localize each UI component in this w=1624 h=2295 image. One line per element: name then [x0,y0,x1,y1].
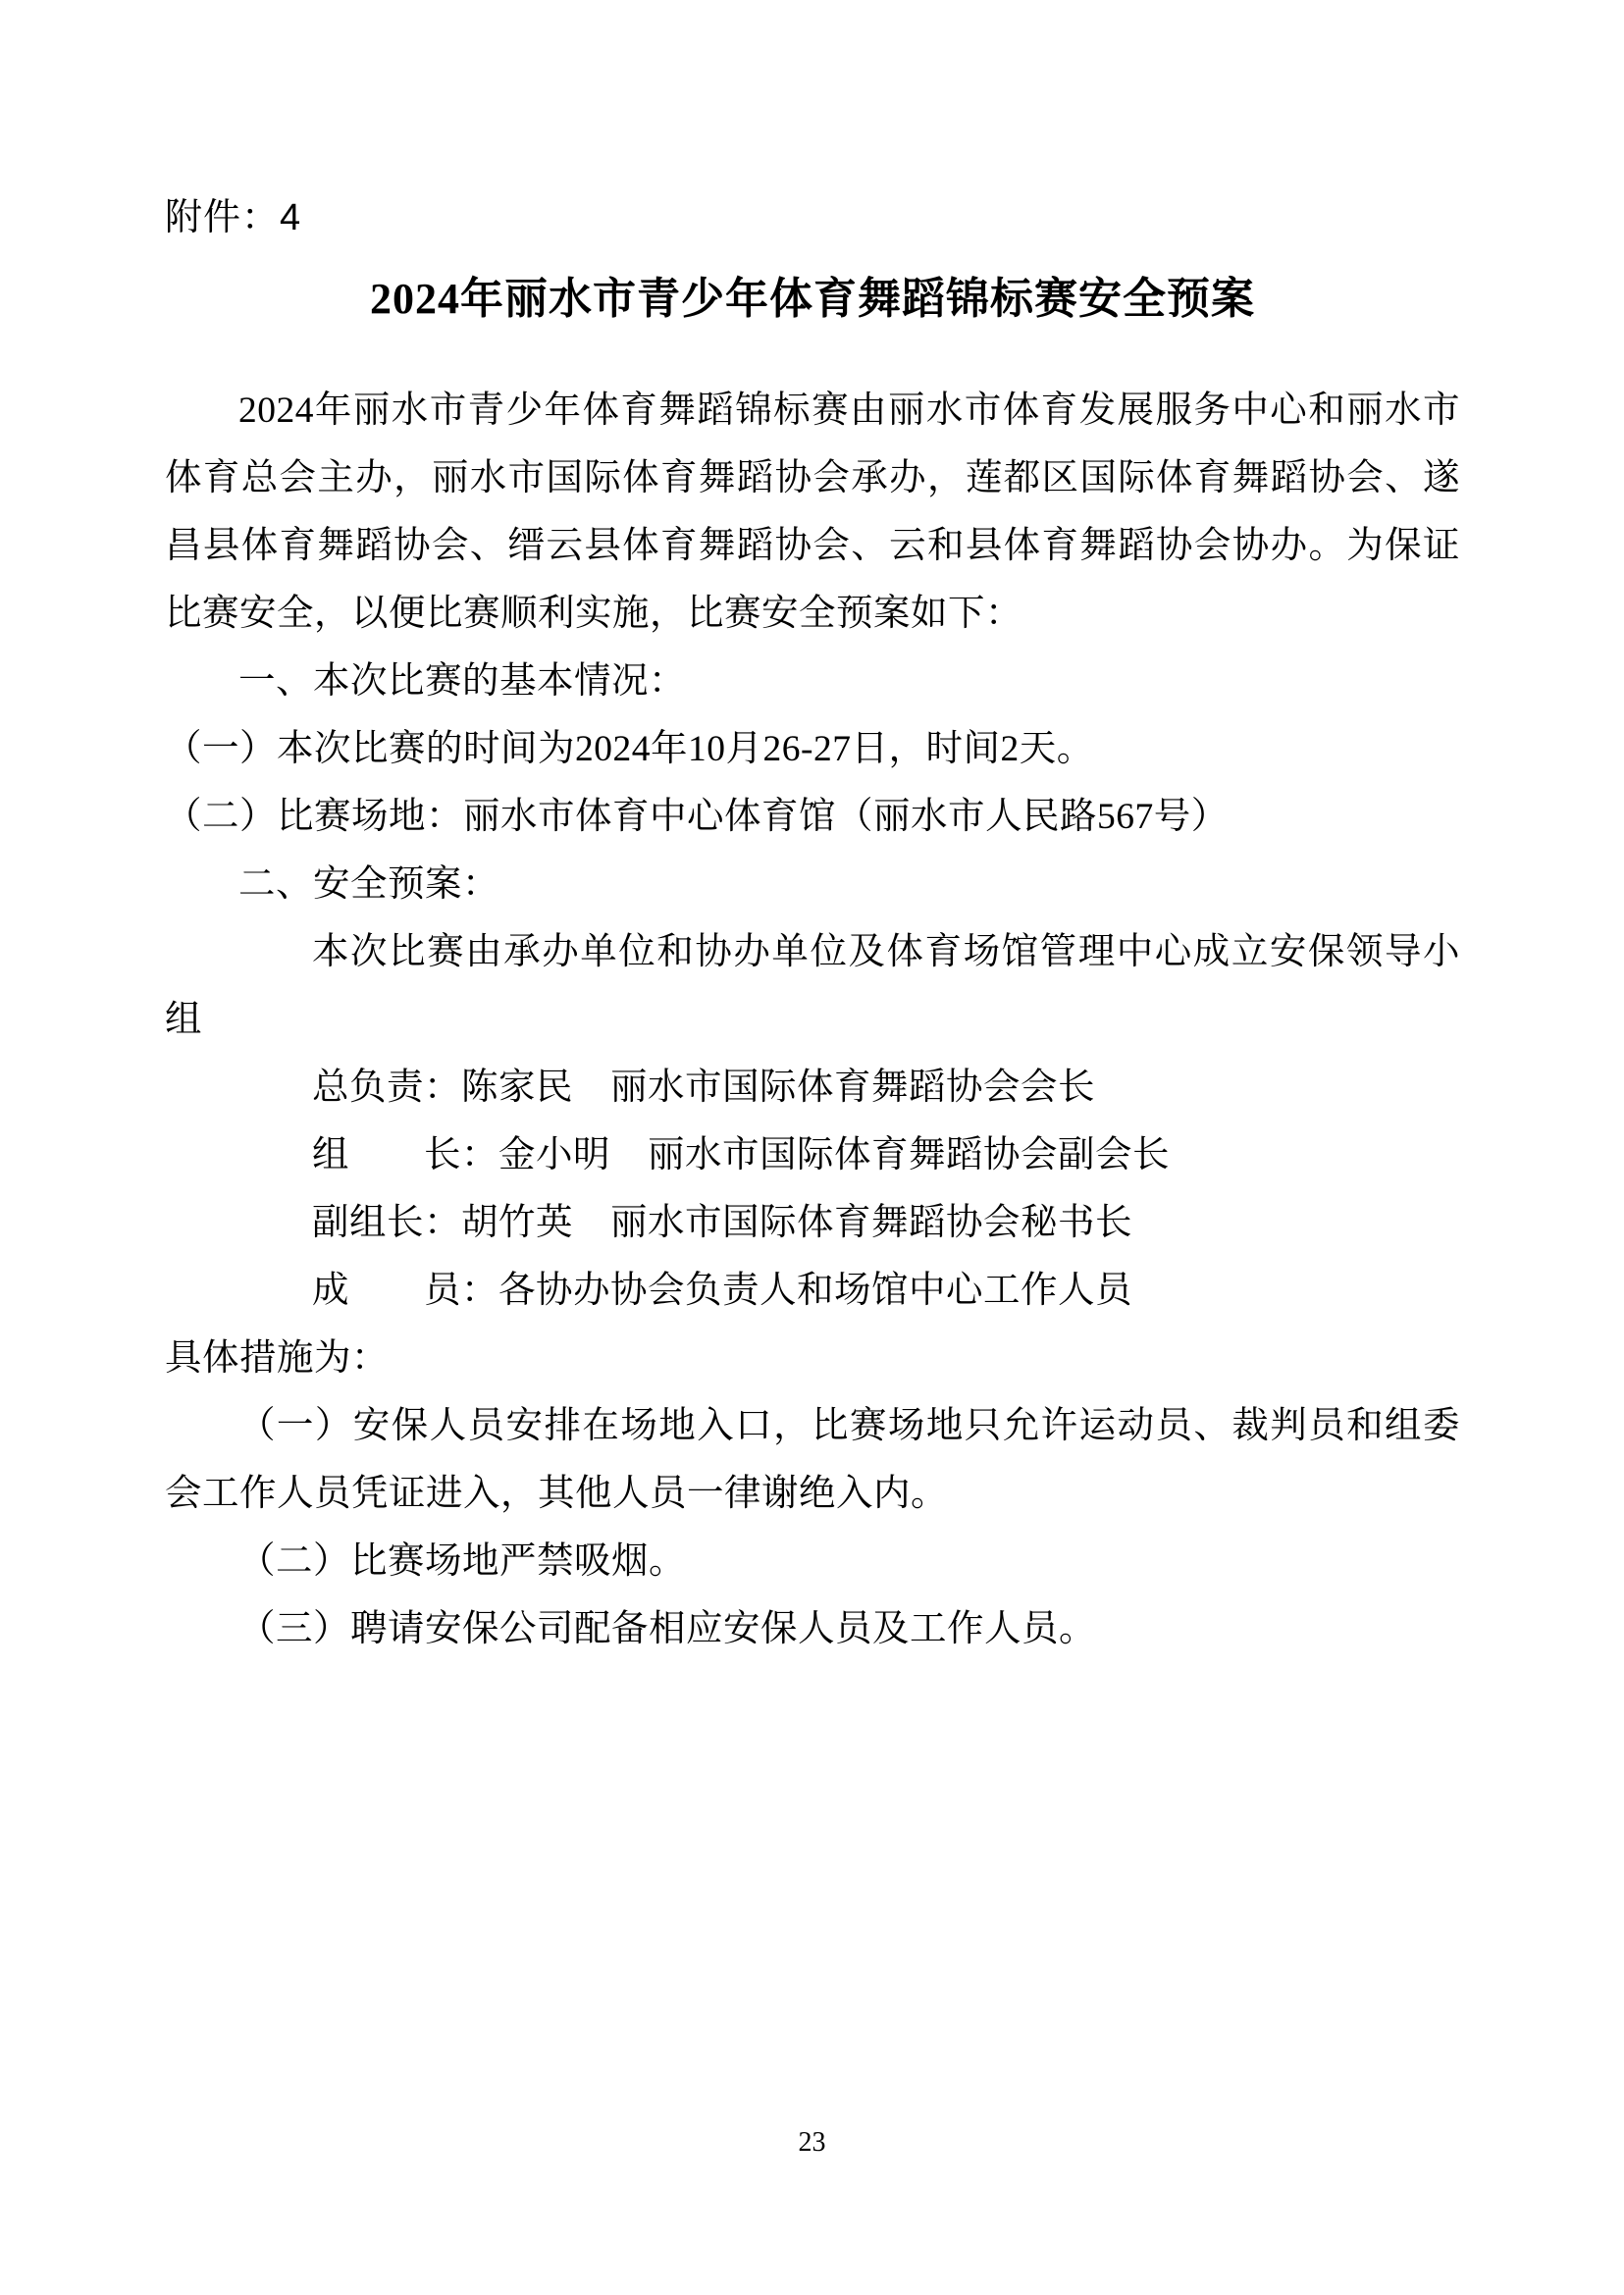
paragraph: （三）聘请安保公司配备相应安保人员及工作人员。 [238,1608,1096,1649]
paragraph-section-one-heading: 一、本次比赛的基本情况： [238,660,686,702]
paragraph: 2024年丽水市青少年体育舞蹈锦标赛由丽水市体育发展服务中心和丽水市体育总会主办，丽水市国际体育舞蹈协会承办，莲都区国际体育舞蹈协会、遂昌县体育舞蹈协会、缙云县体育舞蹈协会、云和县体育舞蹈协会协办。为保证比赛安全，以便比赛顺利实施，比赛安全预案如下： [165,390,1460,634]
attachment-label: 附件：4 [165,197,302,238]
page-number: 23 [798,2127,826,2158]
paragraph: （一）安保人员安排在场地入口，比赛场地只允许运动员、裁判员和组委会工作人员凭证进入，其他人员一律谢绝入内。 [165,1405,1460,1514]
paragraph: （一）本次比赛的时间为2024年10月26-27日，时间2天。 [165,728,1094,769]
paragraph: （二）比赛场地：丽水市体育中心体育馆（丽水市人民路567号） [165,796,1229,837]
body-text [165,377,1460,1663]
paragraph-measures-heading: 具体措施为： [165,1337,389,1379]
paragraph-role-leader: 总负责：陈家民 丽水市国际体育舞蹈协会会长 [312,1067,1095,1108]
paragraph: （二）比赛场地严禁吸烟。 [238,1540,686,1582]
paragraph-role-deputy-head: 副组长：胡竹英 丽水市国际体育舞蹈协会秘书长 [312,1202,1132,1243]
paragraph-section-two-heading: 二、安全预案： [238,863,499,905]
document-body [165,0,1460,1663]
paragraph-role-group-head: 组 长：金小明 丽水市国际体育舞蹈协会副会长 [312,1134,1170,1175]
paragraph-role-members: 成 员：各协办协会负责人和场馆中心工作人员 [312,1270,1132,1311]
paragraph: 本次比赛由承办单位和协办单位及体育场馆管理中心成立安保领导小组 [165,931,1460,1040]
page-title: 2024年丽水市青少年体育舞蹈锦标赛安全预案 [370,274,1255,323]
